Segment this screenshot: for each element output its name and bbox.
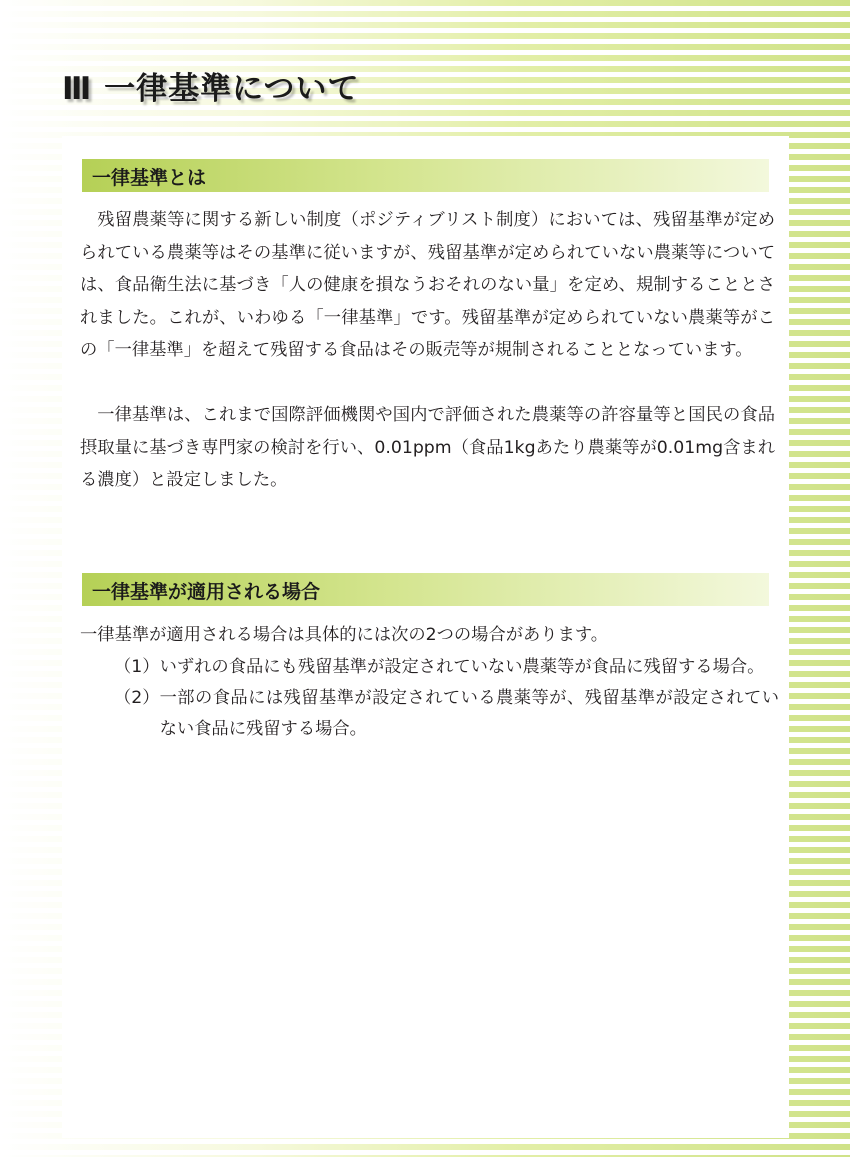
case-item-1 [114, 652, 779, 683]
case-list [114, 652, 779, 745]
application-lead-text: 一律基準が適用される場合は具体的には次の2つの場合があります。 [80, 625, 609, 645]
section-header-definition [82, 159, 769, 192]
page-title: Ⅲ 一律基準について [62, 71, 360, 107]
case-text: いずれの食品にも残留基準が設定されていない農薬等が食品に残留する場合。 [159, 657, 765, 677]
case-text: 一部の食品には残留基準が設定されている農薬等が、残留基準が設定されていない食品に残留する場合。 [159, 688, 779, 739]
definition-paragraph-1: 残留農薬等に関する新しい制度（ポジティブリスト制度）においては、残留基準が定められている農薬等はその基準に従いますが、残留基準が定められていない農薬等については、食品衛生法に基づき「人の健康を損なうおそれのない量」を定め、規制することとされました。これが、いわゆる「一律基準」です。残留基準が定められていない農薬等がこの「一律基準」を超えて残留する食品はその販売等が規制されることとなっています。 [80, 210, 775, 361]
section-heading-definition: 一律基準とは [92, 167, 207, 189]
section-heading-application: 一律基準が適用される場合 [92, 581, 321, 603]
case-item-2 [114, 683, 779, 745]
case-number: （1） [114, 657, 160, 677]
definition-paragraph-2: 一律基準は、これまで国際評価機関や国内で評価された農薬等の許容量等と国民の食品摂取量に基づき専門家の検討を行い、0.01ppm（食品1kgあたり農薬等が0.01mg含まれる濃度）と設定しました。 [80, 405, 775, 491]
case-number: （2） [114, 688, 160, 708]
section-header-application [82, 573, 769, 606]
content-panel [62, 136, 789, 1138]
